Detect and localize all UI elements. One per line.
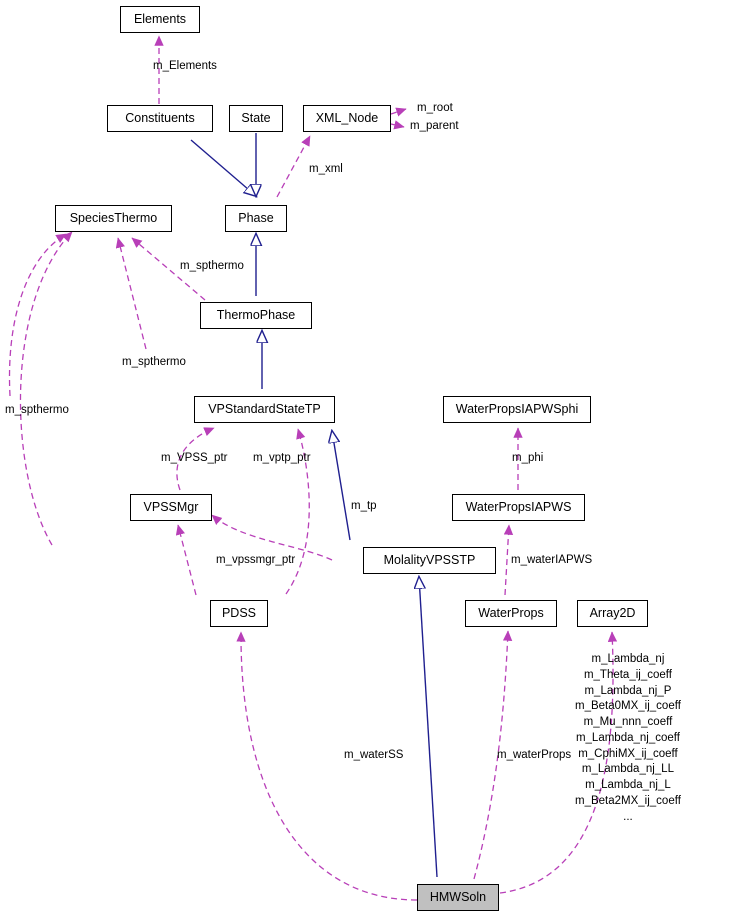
node-label: VPStandardStateTP [208,402,321,417]
node-label: VPSSMgr [143,500,199,515]
node-array2d[interactable] [577,600,648,627]
edge-label-m-tp: m_tp [351,500,377,512]
attr-item: m_Beta0MX_ij_coeff [575,700,681,713]
attr-item: m_Beta2MX_ij_coeff [575,794,681,807]
node-vpstandardstatetp[interactable] [194,396,335,423]
node-label: HMWSoln [429,890,487,905]
node-constituents[interactable] [107,105,213,132]
edge-label-m-waterss: m_waterSS [344,749,404,761]
array2d-attribute-list [575,652,681,825]
node-label: Phase [238,211,274,226]
attr-item: m_Lambda_nj_L [585,779,671,791]
attr-item: m_Mu_nnn_coeff [583,716,673,728]
node-label: Elements [133,12,187,27]
node-phase[interactable] [225,205,287,232]
node-vpssmgr[interactable] [130,494,212,521]
edge-label-m-xml: m_xml [309,163,343,175]
edge-label-m-wateriapws: m_waterIAPWS [511,554,593,566]
attr-item: m_Lambda_nj [591,653,665,665]
edge-label-m-waterprops: m_waterProps [497,749,572,761]
edge-label-m-parent: m_parent [410,120,459,132]
edge-label-m-spthermo-pdss: m_spthermo [5,404,69,416]
node-waterpropsiapws[interactable] [452,494,585,521]
edge-label-m-vpssmgr-ptr: m_vpssmgr_ptr [216,554,296,566]
node-species-thermo[interactable] [55,205,172,232]
node-xml-node[interactable] [303,105,391,132]
node-elements[interactable] [120,6,200,33]
edge-label-m-elements: m_Elements [153,60,217,72]
node-label: Constituents [125,111,195,126]
node-label: MolalityVPSSTP [383,553,476,568]
attr-item: m_Theta_ij_coeff [583,668,672,681]
edge-label-m-spthermo-vpssmgr: m_spthermo [122,356,186,368]
node-label: WaterProps [478,606,544,621]
node-label: WaterPropsIAPWS [465,500,572,515]
attr-item: m_Lambda_nj_P [584,684,672,697]
node-pdss[interactable] [210,600,268,627]
node-label: ThermoPhase [216,308,296,323]
edge-label-m-phi: m_phi [512,452,544,464]
attr-item: ... [623,810,633,823]
node-label: XML_Node [315,111,379,126]
node-waterpropsiapwsphi[interactable] [443,396,591,423]
node-waterprops[interactable] [465,600,557,627]
attr-item: m_Lambda_nj_coeff [575,731,680,744]
node-thermophase[interactable] [200,302,312,329]
edge-label-m-vptp-ptr: m_vptp_ptr [253,452,311,464]
node-label: Array2D [589,606,636,621]
node-state[interactable] [229,105,283,132]
node-label: WaterPropsIAPWSphi [455,402,579,417]
node-molalityvpsstp[interactable] [363,547,496,574]
node-label: SpeciesThermo [69,211,158,226]
attr-item: m_CphiMX_ij_coeff [578,747,678,760]
node-label: State [241,111,271,126]
node-hmwsoln[interactable] [417,884,499,911]
edge-label-m-vpss-ptr: m_VPSS_ptr [161,452,228,464]
attr-item: m_Lambda_nj_LL [581,763,674,776]
edge-label-m-spthermo-phase: m_spthermo [180,260,244,272]
edge-label-m-root: m_root [417,102,453,114]
node-label: PDSS [221,606,257,621]
